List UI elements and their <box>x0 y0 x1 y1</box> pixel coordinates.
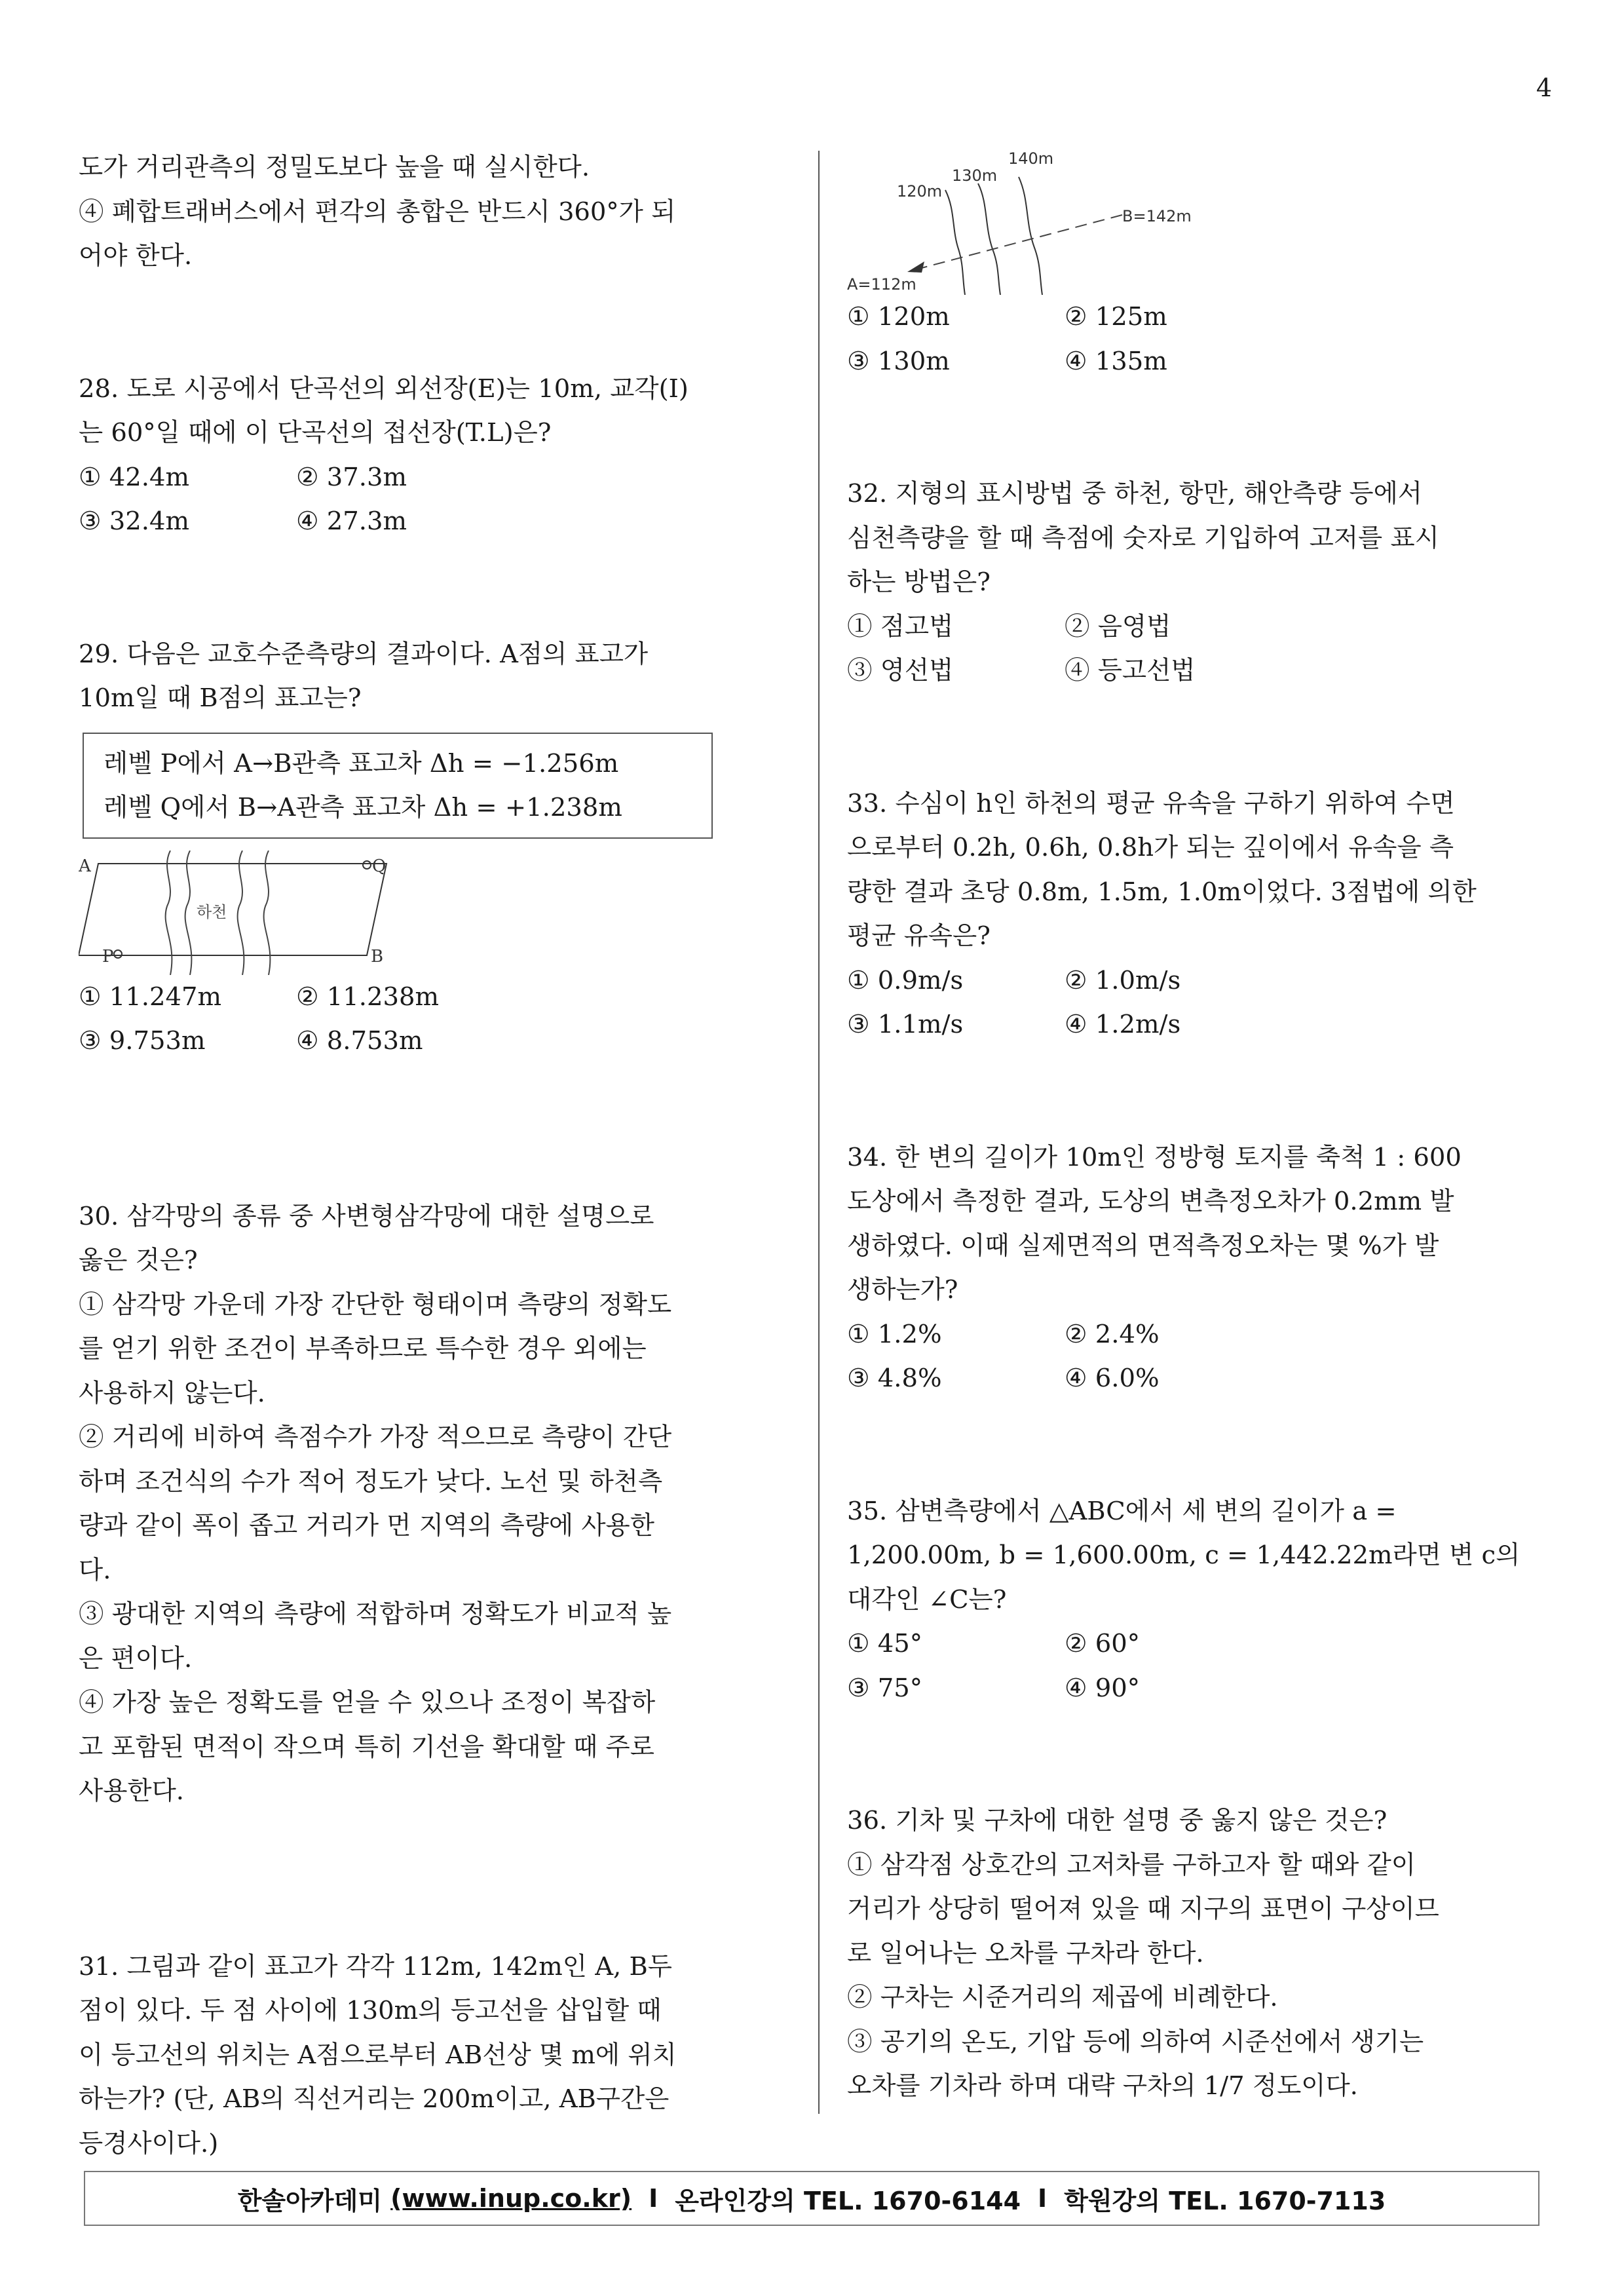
option-3: ③ 32.4m <box>79 507 189 536</box>
option-2: ② 125m <box>1065 302 1167 332</box>
option-3: ③ 4.8% <box>847 1364 942 1393</box>
point-p-label: P <box>102 946 114 966</box>
option-3: ③ 1.1m/s <box>847 1010 964 1039</box>
contour-interpolation-figure <box>847 138 1214 295</box>
question-stem: 심천측량을 할 때 측점에 숫자로 기입하여 고저를 표시 <box>847 523 1439 553</box>
question-stem: 이 등고선의 위치는 A점으로부터 AB선상 몇 m에 위치 <box>79 2040 677 2070</box>
question-33 <box>847 782 1555 1047</box>
box-line: 레벨 P에서 A→B관측 표고차 Δh = −1.256m <box>104 748 619 778</box>
point-b-label: B=142m <box>1122 207 1192 225</box>
question-35 <box>847 1489 1555 1711</box>
option-4: ④ 6.0% <box>1065 1364 1160 1393</box>
question-stem: 30. 삼각망의 종류 중 사변형삼각망에 대한 설명으로 <box>79 1201 654 1231</box>
question-stem: 는 60°일 때에 이 단곡선의 접선장(T.L)은? <box>79 418 552 448</box>
question-36 <box>847 1799 1555 2109</box>
options <box>847 1312 1555 1401</box>
option-3: ③ 130m <box>847 346 950 376</box>
question-27-tail <box>79 145 786 278</box>
option-1: ① 11.247m <box>79 982 221 1012</box>
option-1: ① 0.9m/s <box>847 965 964 995</box>
text-line: ③ 광대한 지역의 측량에 적합하며 정확도가 비교적 높 <box>79 1599 672 1629</box>
question-stem: 32. 지형의 표시방법 중 하천, 항만, 해안측량 등에서 <box>847 479 1423 508</box>
option-2: ② 1.0m/s <box>1065 965 1181 995</box>
question-stem: 옳은 것은? <box>79 1246 198 1275</box>
text-line: ① 삼각점 상호간의 고저차를 구하고자 할 때와 같이 <box>847 1850 1416 1880</box>
question-34 <box>847 1136 1555 1401</box>
contour-140-label: 140m <box>1008 149 1054 168</box>
option-2: ② 음영법 <box>1065 611 1171 641</box>
text-line: 하며 조건식의 수가 적어 정도가 낮다. 노선 및 하천측 <box>79 1466 663 1497</box>
question-stem: 28. 도로 시공에서 단곡선의 외선장(E)는 10m, 교각(I) <box>79 373 689 404</box>
option-3: ③ 영선법 <box>847 656 954 685</box>
options <box>847 1622 1555 1710</box>
river-label: 하천 <box>197 902 227 921</box>
contour-120-label: 120m <box>897 182 943 201</box>
question-stem: 하는 방법은? <box>847 567 991 597</box>
option-2: ② 60° <box>1065 1629 1140 1658</box>
option-3: ③ 9.753m <box>79 1026 206 1056</box>
option-2: ② 11.238m <box>296 982 439 1012</box>
point-a-label: A=112m <box>847 275 916 294</box>
option-4: ④ 135m <box>1065 346 1167 376</box>
text-line: ② 구차는 시준거리의 제곱에 비례한다. <box>847 1983 1278 2012</box>
question-29 <box>79 632 786 1063</box>
option-4: ④ 등고선법 <box>1065 656 1196 685</box>
column-divider <box>818 151 820 2114</box>
question-32 <box>847 472 1555 693</box>
reciprocal-leveling-figure <box>79 851 419 975</box>
option-1: ① 42.4m <box>79 462 189 492</box>
text-line: 량과 같이 폭이 좁고 거리가 먼 지역의 측량에 사용한 <box>79 1511 654 1540</box>
options <box>79 975 786 1063</box>
question-stem: 하는가? (단, AB의 직선거리는 200m이고, AB구간은 <box>79 2084 670 2114</box>
question-stem: 으로부터 0.2h, 0.6h, 0.8h가 되는 깊이에서 유속을 측 <box>847 833 1454 862</box>
academy-website-link[interactable]: (www.inup.co.kr) <box>390 2184 632 2213</box>
options <box>847 959 1555 1047</box>
question-stem: 33. 수심이 h인 하천의 평균 유속을 구하기 위하여 수면 <box>847 788 1455 818</box>
question-stem: 1,200.00m, b = 1,600.00m, c = 1,442.22m라면 변 c의 <box>847 1540 1520 1570</box>
box-line: 레벨 Q에서 B→A관측 표고차 Δh = +1.238m <box>104 792 622 822</box>
point-b-label: B <box>371 946 384 966</box>
text-line: ① 삼각망 가운데 가장 간단한 형태이며 측량의 정확도 <box>79 1290 672 1320</box>
point-a-label: A <box>79 856 91 876</box>
point-q-label: Q <box>372 856 387 876</box>
question-28 <box>79 367 786 544</box>
option-1: ① 45° <box>847 1629 922 1658</box>
question-stem: 35. 삼변측량에서 △ABC에서 세 변의 길이가 a = <box>847 1496 1397 1526</box>
question-stem: 31. 그림과 같이 표고가 각각 112m, 142m인 A, B두 <box>79 1951 672 1981</box>
question-stem: 34. 한 변의 길이가 10m인 정방형 토지를 축척 1 : 600 <box>847 1142 1462 1172</box>
question-31-options <box>847 295 1555 383</box>
option-2: ② 2.4% <box>1065 1319 1160 1349</box>
page-number: 4 <box>1536 73 1552 102</box>
question-stem: 평균 유속은? <box>847 921 991 951</box>
text-line: 사용하지 않는다. <box>79 1378 265 1408</box>
academy-name: 한솔아카데미 <box>237 2186 382 2215</box>
option-1: ① 1.2% <box>847 1319 942 1349</box>
question-stem: 도상에서 측정한 결과, 도상의 변측정오차가 0.2mm 발 <box>847 1187 1454 1216</box>
option-4: ④ 90° <box>1065 1673 1140 1703</box>
text-line: 를 얻기 위한 조건이 부족하므로 특수한 경우 외에는 <box>79 1334 647 1364</box>
option-3: ③ 75° <box>847 1673 922 1703</box>
option-2: ② 37.3m <box>296 462 407 492</box>
text-line: 도가 거리관측의 정밀도보다 높을 때 실시한다. <box>79 153 590 182</box>
question-stem: 생하는가? <box>847 1275 958 1305</box>
options <box>847 605 1555 693</box>
question-stem: 생하였다. 이때 실제면적의 면적측정오차는 몇 %가 발 <box>847 1231 1439 1261</box>
question-stem: 29. 다음은 교호수준측량의 결과이다. A점의 표고가 <box>79 639 649 669</box>
offline-lecture-phone: 학원강의 TEL. 1670-7113 <box>1064 2186 1386 2215</box>
text-line: ③ 공기의 온도, 기압 등에 의하여 시준선에서 생기는 <box>847 2027 1424 2057</box>
text-line: 고 포함된 면적이 작으며 특히 기선을 확대할 때 주로 <box>79 1732 654 1762</box>
left-column <box>79 145 786 2166</box>
contour-130-label: 130m <box>952 166 998 185</box>
options <box>79 455 786 544</box>
question-30 <box>79 1195 786 1814</box>
text-line: 거리가 상당히 떨어져 있을 때 지구의 표면이 구상이므 <box>847 1894 1439 1924</box>
question-31 <box>79 1945 786 2166</box>
text-line: 로 일어나는 오차를 구차라 한다. <box>847 1938 1204 1968</box>
online-lecture-phone: 온라인강의 TEL. 1670-6144 <box>675 2186 1021 2215</box>
option-4: ④ 1.2m/s <box>1065 1010 1181 1039</box>
question-stem: 36. 기차 및 구차에 대한 설명 중 옳지 않은 것은? <box>847 1806 1388 1835</box>
text-line: 오차를 기차라 하며 대략 구차의 1/7 정도이다. <box>847 2071 1358 2101</box>
option-4: ④ 8.753m <box>296 1026 423 1056</box>
text-line: 은 편이다. <box>79 1643 193 1674</box>
option-1: ① 120m <box>847 302 950 332</box>
text-line: 어야 한다. <box>79 241 193 271</box>
option-4: ④ 27.3m <box>296 507 407 536</box>
question-stem: 량한 결과 초당 0.8m, 1.5m, 1.0m이었다. 3점법에 의한 <box>847 877 1477 907</box>
option-1: ① 점고법 <box>847 611 954 641</box>
footer-separator: I <box>649 2184 658 2213</box>
text-line: ② 거리에 비하여 측점수가 가장 적으므로 측량이 간단 <box>79 1423 672 1452</box>
question-stem: 대각인 ∠C는? <box>847 1584 1007 1615</box>
question-stem: 점이 있다. 두 점 사이에 130m의 등고선을 삽입할 때 <box>79 1996 662 2025</box>
footer-banner <box>84 2171 1539 2226</box>
text-line: ④ 가장 높은 정확도를 얻을 수 있으나 조정이 복잡하 <box>79 1688 656 1717</box>
text-line: 다. <box>79 1555 111 1585</box>
text-line: 사용한다. <box>79 1776 185 1806</box>
text-line: ④ 폐합트래버스에서 편각의 총합은 반드시 360°가 되 <box>79 197 676 227</box>
footer-separator: I <box>1038 2184 1048 2213</box>
question-stem: 10m일 때 B점의 표고는? <box>79 683 362 713</box>
right-column <box>847 145 1555 2109</box>
level-observation-box <box>83 733 713 839</box>
question-stem: 등경사이다.) <box>79 2128 219 2158</box>
